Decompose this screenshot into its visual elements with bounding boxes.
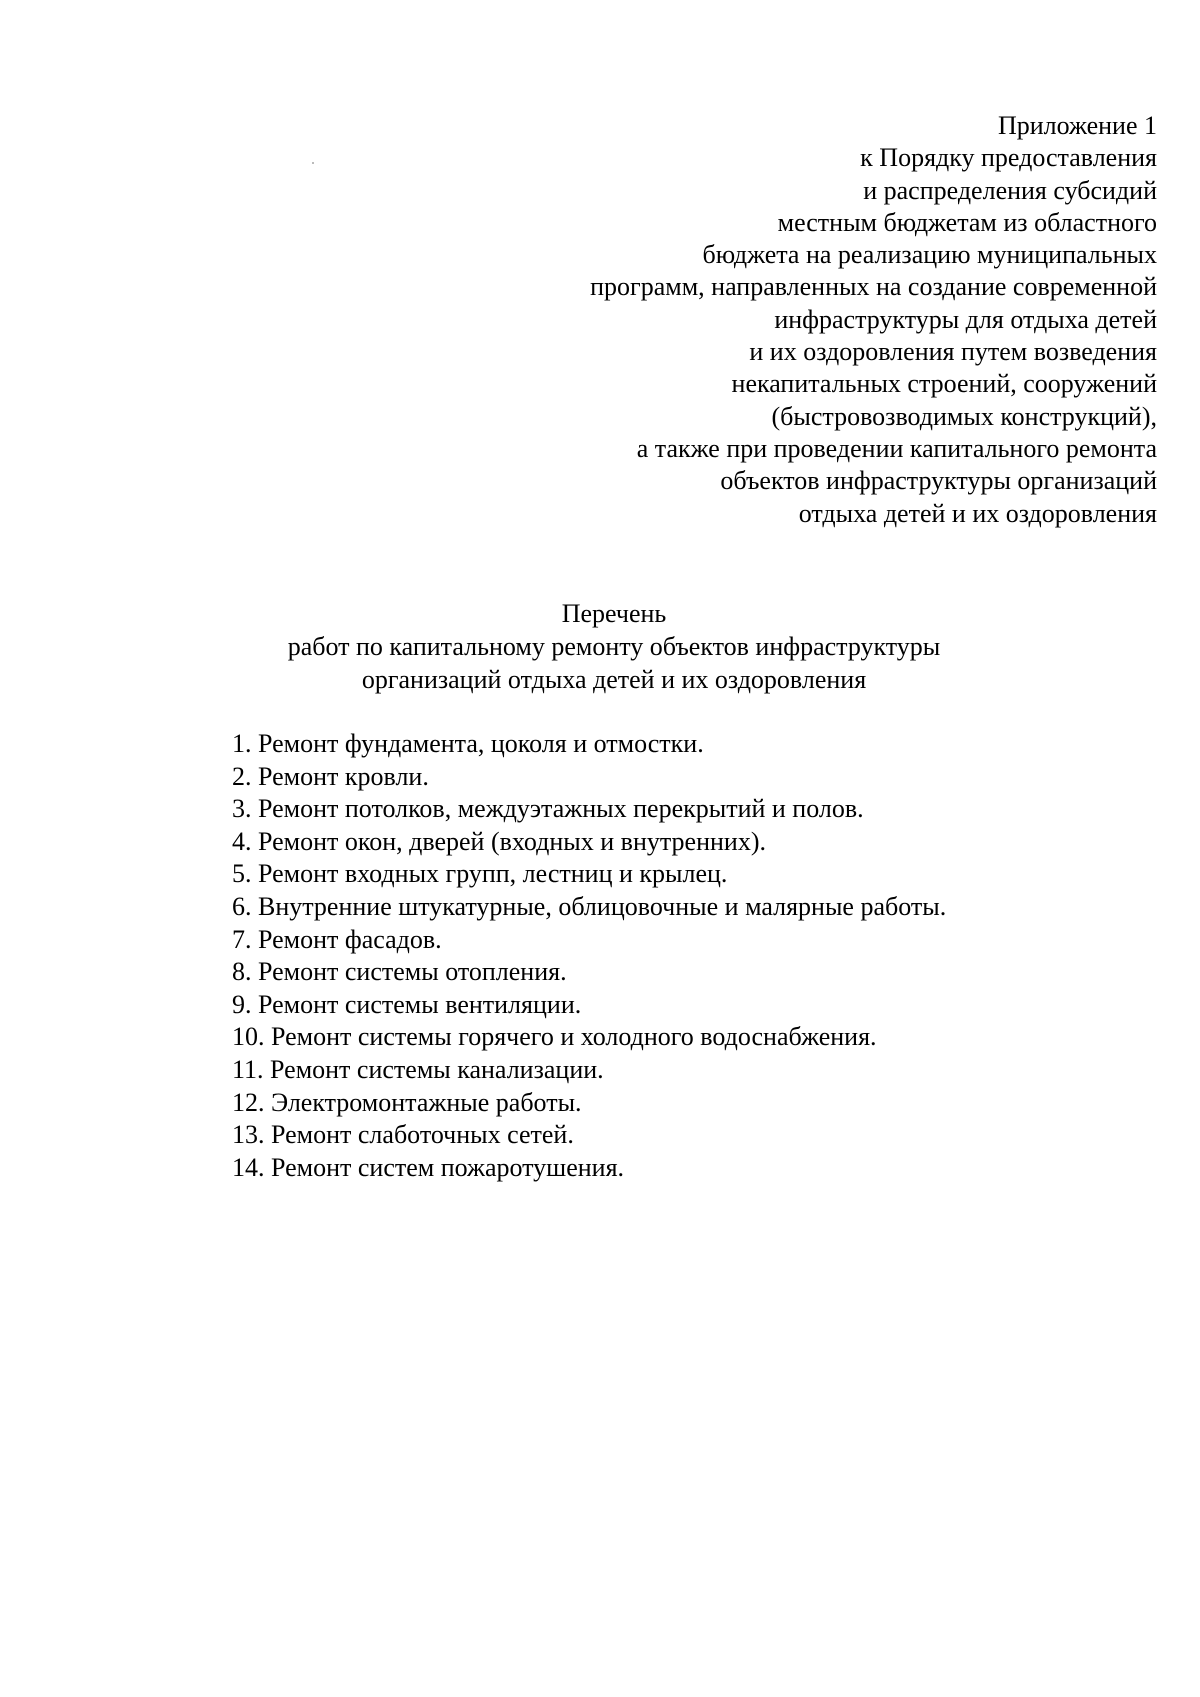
appendix-line: к Порядку предоставления: [860, 143, 1157, 173]
list-item: 9. Ремонт системы вентиляции.: [232, 989, 582, 1019]
document-title: [0, 597, 1200, 696]
list-item: 8. Ремонт системы отопления.: [232, 957, 567, 987]
appendix-line: и распределения субсидий: [863, 175, 1157, 205]
appendix-line: некапитальных строений, сооружений: [731, 369, 1157, 399]
appendix-line: бюджета на реализацию муниципальных: [702, 240, 1157, 270]
appendix-line: и их оздоровления путем возведения: [749, 337, 1157, 367]
list-item: 13. Ремонт слаботочных сетей.: [232, 1120, 574, 1150]
list-item: 10. Ремонт системы горячего и холодного водоснабжения.: [232, 1022, 877, 1052]
list-item: 1. Ремонт фундамента, цоколя и отмостки.: [232, 729, 704, 758]
list-item: 6. Внутренние штукатурные, облицовочные и малярные работы.: [232, 891, 947, 921]
title-subheading: организаций отдыха детей и их оздоровления: [361, 665, 867, 694]
list-item: 5. Ремонт входных групп, лестниц и крылец.: [232, 859, 728, 889]
list-item: 11. Ремонт системы канализации.: [232, 1054, 604, 1084]
list-item: 7. Ремонт фасадов.: [232, 924, 442, 954]
appendix-line: а также при проведении капитального ремонта: [636, 433, 1157, 463]
appendix-line: отдыха детей и их оздоровления: [798, 498, 1157, 528]
list-item: 12. Электромонтажные работы.: [232, 1087, 582, 1117]
appendix-header: [457, 110, 1157, 530]
list-item: 4. Ремонт окон, дверей (входных и внутренних).: [232, 826, 766, 856]
works-list: [232, 728, 946, 1184]
appendix-line: программ, направленных на создание современной: [590, 272, 1157, 302]
list-item: 2. Ремонт кровли.: [232, 761, 429, 791]
appendix-line: объектов инфраструктуры организаций: [720, 466, 1157, 496]
appendix-line: Приложение 1: [997, 111, 1157, 140]
appendix-line: (быстровозводимых конструкций),: [771, 401, 1157, 431]
title-heading: Перечень: [561, 599, 667, 628]
appendix-line: местным бюджетам из областного: [777, 207, 1157, 237]
title-subheading: работ по капитальному ремонту объектов инфраструктуры: [287, 632, 941, 661]
appendix-line: инфраструктуры для отдыха детей: [774, 304, 1157, 334]
list-item: 3. Ремонт потолков, междуэтажных перекрытий и полов.: [232, 794, 864, 824]
scan-speck: [312, 162, 314, 164]
list-item: 14. Ремонт систем пожаротушения.: [232, 1152, 625, 1182]
